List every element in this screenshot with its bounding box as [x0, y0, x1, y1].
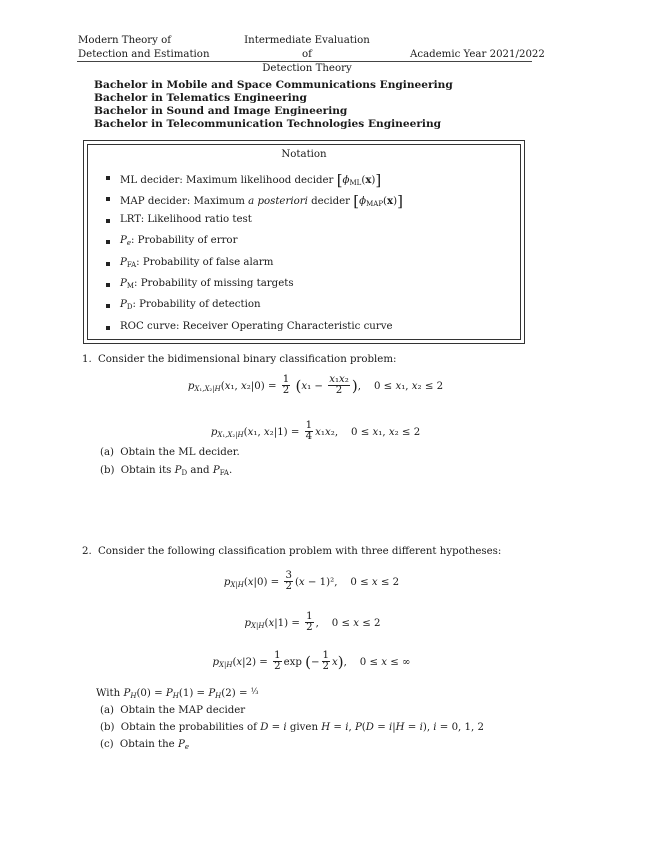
notation-title: Notation	[281, 149, 327, 160]
notation-inner-frame	[87, 144, 521, 340]
notation-item-ml: ML decider: Maximum likelihood decider $[\phi_{ML}(x)]$	[106, 171, 403, 192]
header-exam-line2: Detection Theory	[262, 63, 352, 74]
phi-ml-symbol: $[\phi_{ML}(x)]$	[336, 171, 382, 189]
notation-item-lrt: LRT: Likelihood ratio test	[106, 214, 403, 235]
notation-item-pfa: $P_{FA}$: Probability of false alarm	[106, 257, 403, 278]
problem-2-equation-h2: pX|H(x|2) = $\frac{1}{2}$ exp (− $\frac{1}{2}$ x), 0 ≤ x ≤ ∞	[212, 650, 411, 672]
degree-item: Bachelor in Telecommunication Technologies Engineering	[94, 118, 442, 130]
header-course-line2: Detection and Estimation	[78, 49, 210, 60]
degree-item: Bachelor in Telematics Engineering	[94, 92, 307, 104]
notation-list	[106, 171, 403, 342]
phi-map-symbol: $[\phi_{MAP}(x)]$	[353, 192, 403, 211]
problem-1-equation-h0: pX₁,X₂|H(x₁, x₂|0) = $\frac{1}{2}$ (x₁ − $\frac{\text{x₁x₂}}{2}$ ), 0 ≤ x₁, x₂ ≤ 2	[187, 374, 444, 396]
degree-list	[94, 79, 453, 131]
header-academic-year: Academic Year 2021/2022	[410, 49, 545, 60]
degree-item: Bachelor in Sound and Image Engineering	[94, 105, 348, 117]
header-exam-line1: Intermediate Evaluation of	[244, 35, 370, 60]
problem-2-part-a: (a) Obtain the MAP decider	[100, 705, 246, 716]
notation-item-pm: $P_M$: Probability of missing targets	[106, 278, 403, 299]
degree-item: Bachelor in Mobile and Space Communications Engineering	[94, 79, 453, 91]
problem-2-equation-h0: pX|H(x|0) = $\frac{3}{2}$ (x − 1)², 0 ≤ x ≤ 2	[223, 570, 400, 592]
header-course	[78, 34, 210, 62]
problem-2-equation-h1: pX|H(x|1) = $\frac{1}{2}$ , 0 ≤ x ≤ 2	[244, 611, 381, 633]
notation-item-pe: Pe: Probability of error	[106, 235, 403, 256]
problem-1-intro: 1. Consider the bidimensional binary classification problem:	[82, 354, 397, 365]
header-exam	[242, 34, 372, 76]
problem-1-equation-h1: pX₁,X₂|H(x₁, x₂|1) = $\frac{1}{4}$ x₁x₂, 0 ≤ x₁, x₂ ≤ 2	[210, 420, 421, 442]
header-rule	[77, 61, 532, 62]
problem-1-part-b: (b) Obtain its $P_D$ and $P_{FA}$.	[100, 465, 233, 477]
problem-2-part-c: (c) Obtain the Pe	[100, 739, 189, 751]
notation-item-map: MAP decider: Maximum a posteriori decider $[\phi_{MAP}(x)]$	[106, 192, 403, 213]
notation-item-pd: $P_D$: Probability of detection	[106, 299, 403, 320]
problem-2-part-b: (b) Obtain the probabilities of D = i given H = i, P(D = i|H = i), i = 0, 1, 2	[100, 722, 484, 733]
problem-2-intro: 2. Consider the following classification problem with three different hypotheses:	[82, 546, 502, 557]
header-course-line1: Modern Theory of	[78, 35, 172, 46]
problem-2-priors: With PH(0) = PH(1) = PH(2) = ⅓	[96, 687, 259, 700]
notation-item-roc: ROC curve: Receiver Operating Characteristic curve	[106, 321, 403, 342]
problem-1-part-a: (a) Obtain the ML decider.	[100, 447, 240, 458]
notation-box	[83, 140, 525, 344]
